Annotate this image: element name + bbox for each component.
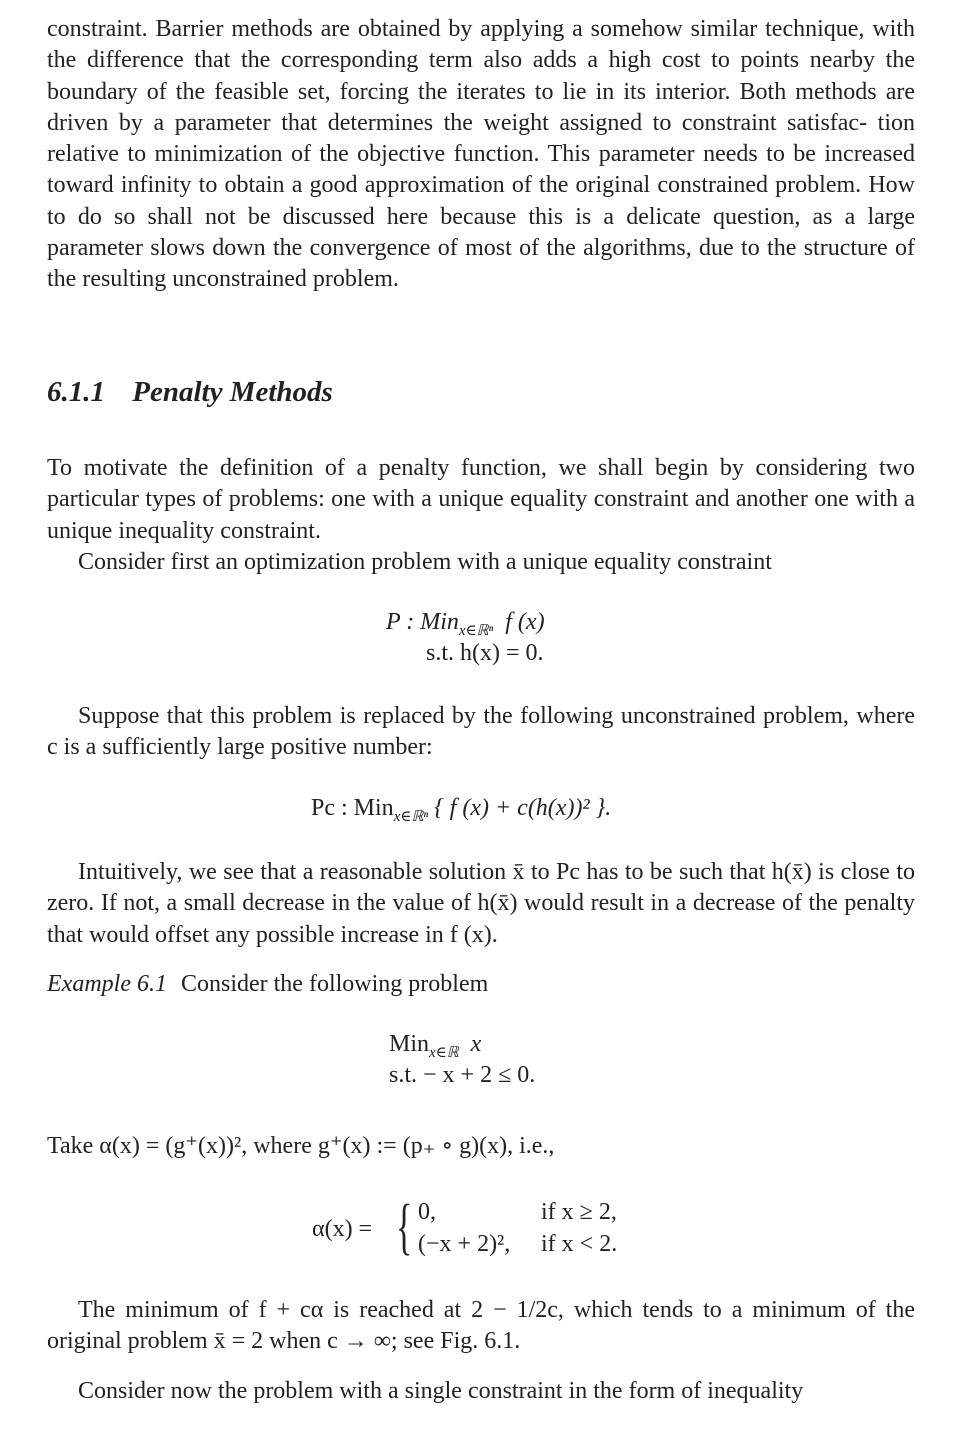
case2-value: (−x + 2)², — [418, 1231, 511, 1257]
minimum-paragraph — [47, 1295, 915, 1358]
case2-condition: if x < 2. — [541, 1231, 618, 1257]
ex-sub: x∈ℝ — [429, 1045, 459, 1061]
minimum-text: The minimum of f + cα is reached at 2 − 1/2c, which tends to a minimum of the original problem x̄ = 2 when c → ∞; see Fig. 6.1. — [47, 1297, 915, 1355]
eq-pc-sub: x∈ℝⁿ — [393, 809, 429, 825]
intro-paragraph — [47, 14, 915, 296]
intuitively-text: Intuitively, we see that a reasonable solution x̄ to Pc has to be such that h(x̄) is close to zero. If not, a small decrease in the value of h(x̄) would result in a decrease of the penalty that would offset any possible increase in f (x). — [47, 859, 915, 948]
section-title: Penalty Methods — [132, 376, 333, 408]
example-label: Example 6.1 — [47, 971, 167, 997]
suppose-paragraph — [47, 701, 915, 764]
eq-pc-obj: { f (x) + c(h(x))² }. — [434, 795, 612, 821]
example-objective — [389, 1031, 481, 1062]
motivation-paragraph — [47, 453, 915, 578]
ex-obj: x — [470, 1031, 482, 1057]
intuitively-paragraph — [47, 857, 915, 951]
eq-p-sub: x∈ℝⁿ — [458, 623, 494, 639]
consider-now-text: Consider now the problem with a single constraint in the form of inequality — [78, 1378, 804, 1404]
example-constraint: s.t. − x + 2 ≤ 0. — [389, 1062, 536, 1088]
section-number: 6.1.1 — [47, 376, 105, 408]
example-heading — [47, 969, 915, 1000]
consider-first-text: Consider first an optimization problem with a unique equality constraint — [78, 548, 772, 575]
suppose-text: Suppose that this problem is replaced by the following unconstrained problem, where c is a sufficiently large positive number: — [47, 703, 915, 761]
equation-pc — [311, 795, 611, 826]
example-text: Consider the following problem — [180, 971, 489, 997]
ex-min: Min — [389, 1031, 430, 1057]
case1-condition: if x ≥ 2, — [541, 1199, 617, 1225]
take-paragraph — [47, 1131, 915, 1162]
equation-p-constraint: s.t. h(x) = 0. — [426, 640, 544, 666]
intro-text: constraint. Barrier methods are obtained by applying a somehow similar technique, with the difference that the corresponding term also adds a high cost to points nearby the boundary of the feasible set, forcing the iterates to lie in its interior. Both methods are driven by a parameter that determines the weight assigned to constraint satisfac- tion relative to minimization of the objective function. This parameter needs to be increased toward infinity to obtain a good approximation of the original constrained problem. How to do so shall not be discussed here because this is a delicate question, as a large parameter slows down the convergence of most of the algorithms, due to the structure of the resulting unconstrained problem. — [47, 16, 915, 293]
eq-pc-min: Pc : Min — [311, 795, 394, 821]
consider-now-paragraph — [47, 1376, 915, 1407]
equation-p-objective — [386, 609, 545, 640]
section-heading — [47, 376, 333, 409]
piecewise-brace: { — [396, 1193, 413, 1261]
motivation-text: To motivate the definition of a penalty function, we shall begin by considering two particular types of problems: one with a unique equality constraint and another one with a unique inequality constraint. — [47, 455, 915, 544]
alpha-lhs: α(x) = — [312, 1216, 373, 1242]
take-text: Take α(x) = (g⁺(x))², where g⁺(x) := (p₊ ∘ g)(x), i.e., — [47, 1133, 555, 1159]
eq-p-obj: f (x) — [505, 609, 545, 635]
case1-value: 0, — [418, 1199, 436, 1225]
eq-p-min: P : Min — [386, 609, 459, 635]
